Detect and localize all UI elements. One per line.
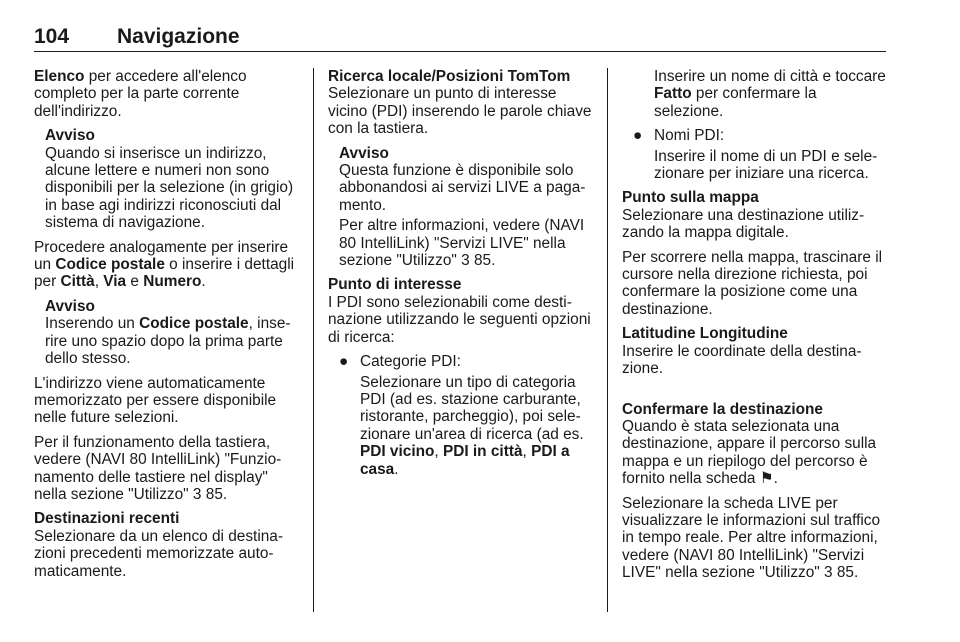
bullet-icon: ●: [633, 127, 643, 145]
section-heading-lat-lon: Latitudine Longitudine: [622, 325, 788, 343]
column-2: [328, 68, 598, 485]
column-1: [34, 68, 304, 587]
list-item-text: Inserire un nome di città e toccare Fatto per confermare la selezione.: [654, 68, 886, 120]
section-text-map-scroll: Per scorrere nella mappa, trascinare il cursore nella direzione richiesta, poi confermare la posizione come una destinazione.: [622, 248, 883, 318]
note-block: [34, 298, 304, 368]
column-divider: [313, 68, 314, 612]
section-heading-map-point: Punto sulla mappa: [622, 189, 759, 207]
page-ref-link[interactable]: 85: [473, 252, 492, 270]
column-3: [622, 68, 890, 589]
section-heading-recent: Destinazioni recenti: [34, 510, 180, 528]
page-title: Navigazione: [117, 25, 240, 48]
section-text-local-search: Selezionare un punto di interesse vicino (PDI) inserendo le parole chiave con la tastiera.: [328, 85, 592, 138]
list-item: [328, 353, 598, 370]
bullet-icon: ●: [339, 353, 349, 371]
note-title: Avviso: [45, 127, 95, 145]
paragraph-keyboard: Per il funzionamento della tastiera, vedere (NAVI 80 IntelliLink) "Funzionamento delle tastiere nel display" nella sezione "Utilizzo" 3 85.: [34, 433, 282, 503]
section-text-map-point: Selezionare una destinazione utilizzando la mappa digitale.: [622, 206, 865, 242]
section-text-recent: Selezionare da un elenco di destinazioni precedenti memorizzate automaticamente.: [34, 527, 284, 580]
list-item: [622, 127, 890, 144]
section-heading-confirm: Confermare la destinazione: [622, 400, 823, 418]
note-block: [34, 127, 304, 231]
page-number: 104: [34, 25, 70, 48]
paragraph-elenco: Elenco per accedere all'elenco completo per la parte corrente dell'indirizzo.: [34, 68, 247, 120]
column-divider: [607, 68, 608, 612]
flag-icon: ⚑: [759, 470, 774, 488]
note-text-more-info: Per altre informazioni, vedere (NAVI 80 IntelliLink) "Servizi LIVE" nella sezione "Utilizzo" 3 85.: [339, 217, 585, 270]
section-text-poi: I PDI sono selezionabili come destinazione utilizzando le seguenti opzioni di ricerca:: [328, 293, 591, 346]
note-text: Inserendo un Codice postale, inserire uno spazio dopo la prima parte dello stesso.: [45, 315, 291, 368]
note-text: Questa funzione è disponibile solo abbonandosi ai servizi LIVE a pagamento.: [339, 162, 586, 214]
list-item-label: Nomi PDI:: [654, 127, 725, 145]
section-heading-poi: Punto di interesse: [328, 276, 462, 294]
note-title: Avviso: [45, 297, 95, 315]
section-heading-local-search: Ricerca locale/Posizioni TomTom: [328, 68, 571, 85]
page-ref-arrow-icon: 3: [192, 485, 202, 503]
list-item-text: Selezionare un tipo di categoria PDI (ad es. stazione carburante, ristorante, parcheggio), poi selezionare un'area di ricerca (ad es. PDI vicino, PDI in città, PDI a casa.: [360, 373, 584, 478]
page-ref-link[interactable]: 85: [205, 485, 223, 503]
section-text-live: Selezionare la scheda LIVE per visualizzare le informazioni sul traffico in tempo reale. Per altre informazioni, vedere (NAVI 80 IntelliLink) "Servizi LIVE" nella sezione "Utilizzo" 3 85.: [622, 494, 881, 582]
note-title: Avviso: [339, 144, 389, 162]
section-text-lat-lon: Inserire le coordinate della destinazione.: [622, 342, 862, 378]
list-item-text: Inserire il nome di un PDI e selezionare per iniziare una ricerca.: [654, 147, 878, 183]
page-header: [34, 26, 886, 52]
list-item-label: Categorie PDI:: [360, 353, 461, 371]
page-ref-arrow-icon: 3: [461, 252, 470, 270]
page-ref-arrow-icon: 3: [824, 564, 833, 582]
page-ref-link[interactable]: 85: [836, 564, 854, 582]
note-block: [328, 145, 598, 270]
note-text: Quando si inserisce un indirizzo, alcune lettere e numeri non sono disponibili per la selezione (in grigio) in base agi indirizzi riconosciuti dal sistema di navigazione.: [45, 144, 294, 232]
paragraph-postal-code: Procedere analogamente per inserire un Codice postale o inserire i dettagli per Città, Via e Numero.: [34, 238, 295, 291]
paragraph-memorized: L'indirizzo viene automaticamente memorizzato per essere disponibile nelle future selezioni.: [34, 374, 277, 427]
section-text-confirm: Quando è stata selezionata una destinazione, appare il percorso sulla mappa e un riepilogo del percorso è fornito nella scheda ⚑.: [622, 417, 877, 488]
